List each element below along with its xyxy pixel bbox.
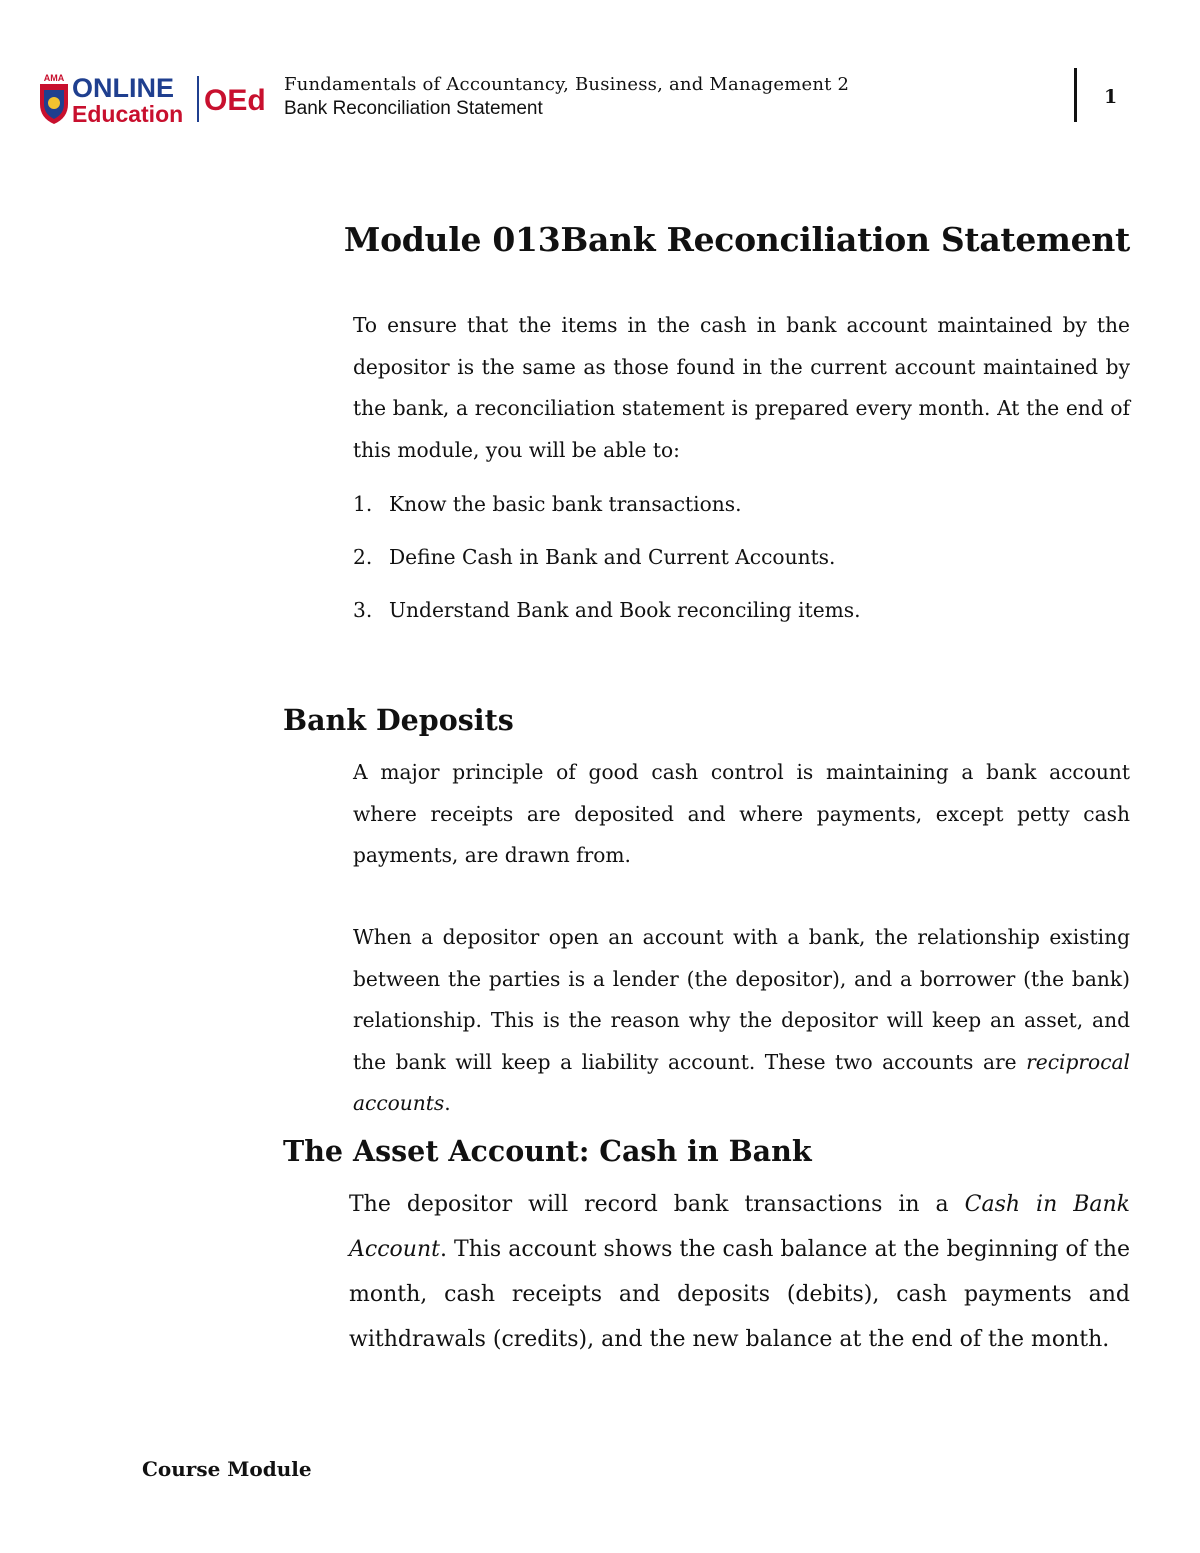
list-item <box>353 484 1133 537</box>
list-item-number: 1. <box>353 492 373 516</box>
bank-deposits-paragraph-1: A major principle of good cash control is maintaining a bank account where receipts are deposited and where payments, except petty cash payments, are drawn from. <box>353 760 1130 867</box>
paragraph-text: When a depositor open an account with a bank, the relationship existing between the parties is a lender (the depositor), and a borrower (the bank) relationship. This is the reason why the depositor will keep an asset, and the bank will keep a liability account. These two accounts are <box>353 925 1130 1074</box>
bank-deposits-heading: Bank Deposits <box>283 703 514 737</box>
list-item-text: Know the basic bank transactions. <box>389 492 742 516</box>
header-divider <box>1074 68 1077 122</box>
intro-paragraph: To ensure that the items in the cash in bank account maintained by the depositor is the same as those found in the current account maintained by the bank, a reconciliation statement is prepared every month. At the end of this module, you will be able to: <box>353 313 1130 462</box>
list-item-number: 3. <box>353 598 373 622</box>
paragraph-text: The depositor will record bank transactions in a <box>349 1192 965 1217</box>
reciprocal-accounts-term: reciprocal accounts <box>353 1049 1130 1115</box>
header-subtitle: Bank Reconciliation Statement <box>284 98 543 119</box>
page-number: 1 <box>1104 86 1118 108</box>
paragraph-end: . <box>444 1091 451 1115</box>
footer-label: Course Module <box>142 1457 312 1481</box>
course-title: Fundamentals of Accountancy, Business, and Management 2 <box>284 74 850 95</box>
logo-oed-text: OEd <box>204 84 266 117</box>
list-item-number: 2. <box>353 545 373 569</box>
list-item-text: Understand Bank and Book reconciling items. <box>389 598 861 622</box>
logo-crest-text: AMA <box>43 73 65 83</box>
objectives-list <box>353 484 1133 643</box>
list-item-text: Define Cash in Bank and Current Accounts. <box>389 545 836 569</box>
logo-education-text: Education <box>72 101 184 126</box>
paragraph-text-rest: . This account shows the cash balance at the beginning of the month, cash receipts and deposits (debits), cash payments and withdrawals (credits), and the new balance at the end of the month. <box>349 1237 1130 1352</box>
asset-account-heading: The Asset Account: Cash in Bank <box>283 1134 812 1168</box>
asset-account-paragraph <box>349 1182 1130 1362</box>
page-header <box>38 68 1138 128</box>
list-item <box>353 590 1133 643</box>
online-education-logo <box>38 70 273 126</box>
cash-in-bank-term: Cash in Bank Account <box>349 1192 1131 1262</box>
module-title: Module 013Bank Reconciliation Statement <box>343 220 1130 259</box>
logo-online-text: ONLINE <box>72 73 175 103</box>
bank-deposits-paragraph-2 <box>353 917 1130 1125</box>
list-item <box>353 537 1133 590</box>
